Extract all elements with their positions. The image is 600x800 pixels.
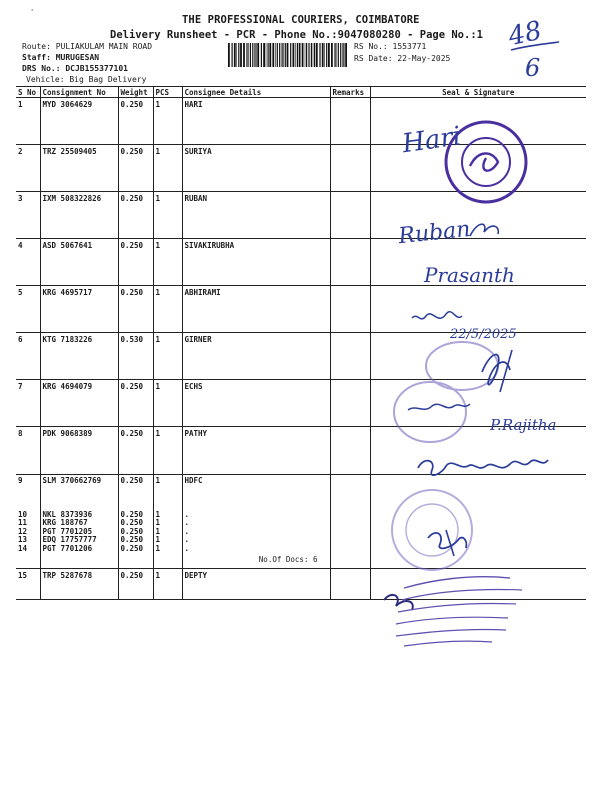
cell-consignee: SIVAKIRUBHA — [182, 239, 330, 286]
cell-remarks — [330, 192, 370, 239]
cell-remarks — [330, 380, 370, 427]
cell-consignee: PATHY — [182, 427, 330, 475]
cell-remarks — [330, 286, 370, 333]
barcode-bar — [250, 43, 251, 67]
sub-sno: 10 — [18, 509, 28, 519]
table-row — [16, 380, 586, 427]
cell-seal — [370, 475, 586, 569]
sub-pcs: 1 — [155, 526, 161, 536]
cell-sno: 1 — [16, 98, 40, 145]
sub-weight: 0.250 — [120, 535, 144, 545]
barcode-bar — [293, 43, 295, 67]
drs-line — [22, 64, 128, 73]
sub-pcs: 1 — [155, 535, 161, 545]
barcode-bar — [228, 43, 230, 67]
barcode-bar — [247, 43, 248, 67]
col-pcs: PCS — [153, 87, 182, 98]
barcode-bar — [263, 43, 265, 67]
handwritten-corner-bottom: 6 — [525, 54, 541, 82]
barcode-bar — [305, 43, 306, 67]
barcode-bar — [272, 43, 274, 67]
cell-consignment — [40, 475, 118, 569]
rs-date-label: RS Date: — [354, 54, 393, 63]
runsheet-subtitle: Delivery Runsheet - PCR - Phone No.:9047080280 - Page No.:1 — [110, 29, 483, 41]
cell-weight: 0.250 — [118, 569, 153, 600]
barcode-bar — [299, 43, 301, 67]
cell-consignee: GIRNER — [182, 333, 330, 380]
barcode-bar — [297, 43, 298, 67]
svg-text:Hari: Hari — [400, 121, 463, 160]
sub-consignee: . — [184, 526, 190, 536]
cell-consignment: MYD 3064629 — [40, 98, 118, 145]
table-row-group — [16, 475, 586, 569]
cell-weight: 0.250 — [118, 98, 153, 145]
sub-pcs: 1 — [155, 518, 161, 528]
barcode-bar — [246, 43, 247, 67]
barcode-bar — [238, 43, 239, 67]
cell-pcs: 1 — [153, 98, 182, 145]
barcode-bar — [275, 43, 276, 67]
cell-seal — [370, 98, 586, 145]
barcode-bar — [232, 43, 233, 67]
runsheet-barcode — [228, 43, 348, 67]
cell-pcs: 1 — [153, 569, 182, 600]
company-title: THE PROFESSIONAL COURIERS, COIMBATORE — [182, 14, 420, 26]
sub-weight: 0.250 — [120, 509, 144, 519]
barcode-bar — [277, 43, 278, 67]
barcode-bar — [319, 43, 320, 67]
cell-weight: 0.250 — [118, 145, 153, 192]
cell-sno — [16, 475, 40, 569]
barcode-bar — [340, 43, 341, 67]
sub-weight: 0.250 — [120, 518, 144, 528]
cell-remarks — [330, 475, 370, 569]
barcode-bar — [268, 43, 269, 67]
col-seal-signature: Seal & Signature — [370, 87, 586, 98]
cell-seal — [370, 380, 586, 427]
cell-remarks — [330, 239, 370, 286]
col-sno: S No — [16, 87, 40, 98]
cell-consignee — [182, 475, 330, 569]
barcode-bar — [343, 43, 344, 67]
barcode-bar — [240, 43, 242, 67]
cell-pcs: 1 — [153, 427, 182, 475]
barcode-bar — [302, 43, 304, 67]
barcode-bar — [282, 43, 283, 67]
sub-sno: 11 — [18, 518, 28, 528]
cell-weight — [118, 475, 153, 569]
svg-text:Prasanth: Prasanth — [424, 263, 515, 287]
group-head-sno: 9 — [18, 476, 23, 485]
barcode-bar — [261, 43, 262, 67]
rs-no-value: 1553771 — [392, 42, 427, 51]
col-remarks: Remarks — [330, 87, 370, 98]
barcode-bar — [331, 43, 333, 67]
cell-consignment: TRZ 25509405 — [40, 145, 118, 192]
cell-consignee: SURIYA — [182, 145, 330, 192]
cell-sno: 3 — [16, 192, 40, 239]
cell-weight: 0.250 — [118, 286, 153, 333]
sub-sno: 13 — [18, 535, 28, 545]
sub-consignment: KRG 188767 — [42, 518, 88, 528]
route-value: PULIAKULAM MAIN ROAD — [55, 42, 153, 51]
sub-consignee: . — [184, 543, 190, 553]
barcode-bar — [324, 43, 325, 67]
sub-consignment: EDQ 17757777 — [42, 535, 97, 545]
docs-count-note: No.Of Docs: 6 — [258, 554, 318, 564]
cell-sno: 8 — [16, 427, 40, 475]
barcode-bar — [308, 43, 309, 67]
rs-no-line — [354, 42, 426, 51]
barcode-bar — [316, 43, 318, 67]
sub-pcs: 1 — [155, 509, 161, 519]
barcode-bar — [254, 43, 255, 67]
table-row — [16, 192, 586, 239]
drs-value: DCJB155377101 — [65, 64, 128, 73]
barcode-bar — [306, 43, 307, 67]
route-label: Route: — [22, 42, 51, 51]
cell-consignee: DEPTY — [182, 569, 330, 600]
table-row — [16, 333, 586, 380]
barcode-bar — [345, 43, 347, 67]
cell-sno: 6 — [16, 333, 40, 380]
cell-seal — [370, 145, 586, 192]
handwritten-corner-top: 48 — [505, 15, 545, 53]
barcode-bar — [257, 43, 259, 67]
barcode-bar — [335, 43, 336, 67]
cell-weight: 0.250 — [118, 239, 153, 286]
barcode-bar — [338, 43, 339, 67]
staff-line — [22, 53, 99, 62]
sub-pcs: 1 — [155, 543, 161, 553]
cell-seal — [370, 427, 586, 475]
cell-consignment: ASD 5067641 — [40, 239, 118, 286]
sub-consignee: . — [184, 518, 190, 528]
barcode-bar — [287, 43, 289, 67]
cell-consignment: PDK 9068389 — [40, 427, 118, 475]
sub-weight: 0.250 — [120, 543, 144, 553]
rs-date-value: 22-May-2025 — [397, 54, 451, 63]
drs-label: DRS No.: — [22, 64, 61, 73]
cell-consignee: RUBAN — [182, 192, 330, 239]
barcode-bar — [314, 43, 315, 67]
cell-consignee: HARI — [182, 98, 330, 145]
barcode-bar — [283, 43, 284, 67]
barcode-bar — [311, 43, 312, 67]
staff-value: MURUGESAN — [55, 53, 100, 62]
group-head-consignment: SLM 370662769 — [42, 476, 102, 485]
col-consignment: Consignment No — [40, 87, 118, 98]
cell-seal — [370, 569, 586, 600]
cell-pcs: 1 — [153, 286, 182, 333]
barcode-bar — [255, 43, 256, 67]
cell-consignment: KRG 4695717 — [40, 286, 118, 333]
cell-remarks — [330, 333, 370, 380]
barcode-bar — [236, 43, 237, 67]
cell-consignment: TRP 5287678 — [40, 569, 118, 600]
cell-weight: 0.530 — [118, 333, 153, 380]
cell-remarks — [330, 427, 370, 475]
cell-pcs: 1 — [153, 145, 182, 192]
col-consignee: Consignee Details — [182, 87, 330, 98]
barcode-bar — [326, 43, 327, 67]
table-row — [16, 427, 586, 475]
barcode-bar — [269, 43, 271, 67]
rs-date-line — [354, 54, 450, 63]
cell-sno: 15 — [16, 569, 40, 600]
barcode-bar — [290, 43, 291, 67]
sub-sno: 12 — [18, 526, 28, 536]
corner-mark: ' — [30, 8, 35, 16]
cell-sno: 4 — [16, 239, 40, 286]
cell-seal — [370, 239, 586, 286]
cell-remarks — [330, 569, 370, 600]
barcode-bar — [252, 43, 253, 67]
group-head-weight: 0.250 — [120, 476, 144, 485]
handwritten-page-count — [505, 12, 565, 82]
barcode-bar — [285, 43, 286, 67]
sub-consignee: . — [184, 535, 190, 545]
table-row — [16, 569, 586, 600]
cell-weight: 0.250 — [118, 380, 153, 427]
vehicle-label: Vehicle: — [26, 75, 65, 84]
barcode-bar — [313, 43, 314, 67]
group-head-pcs: 1 — [155, 476, 161, 485]
barcode-bar — [342, 43, 343, 67]
sub-sno: 14 — [18, 543, 28, 553]
barcode-bar — [234, 43, 236, 67]
sub-consignment: PGT 7701205 — [42, 526, 93, 536]
rs-no-label: RS No.: — [354, 42, 388, 51]
cell-consignment: IXM 508322826 — [40, 192, 118, 239]
barcode-bar — [243, 43, 245, 67]
sub-consignment: PGT 7701206 — [42, 543, 93, 553]
cell-consignee: ECHS — [182, 380, 330, 427]
cell-seal — [370, 192, 586, 239]
table-row — [16, 239, 586, 286]
cell-pcs: 1 — [153, 380, 182, 427]
barcode-bar — [328, 43, 330, 67]
svg-text:P.Rajitha: P.Rajitha — [490, 416, 557, 434]
cell-sno: 7 — [16, 380, 40, 427]
cell-consignment: KRG 4694079 — [40, 380, 118, 427]
cell-pcs: 1 — [153, 192, 182, 239]
runsheet-table — [16, 86, 586, 600]
cell-pcs — [153, 475, 182, 569]
table-row — [16, 286, 586, 333]
barcode-bar — [334, 43, 335, 67]
svg-text:Ruban: Ruban — [397, 216, 472, 250]
cell-remarks — [330, 145, 370, 192]
table-header-row — [16, 87, 586, 98]
table-row — [16, 98, 586, 145]
col-weight: Weight — [118, 87, 153, 98]
barcode-bar — [322, 43, 324, 67]
vehicle-value: Big Bag Delivery — [69, 75, 147, 84]
cell-weight: 0.250 — [118, 192, 153, 239]
sub-weight: 0.250 — [120, 526, 144, 536]
staff-label: Staff: — [22, 53, 51, 62]
cell-pcs: 1 — [153, 333, 182, 380]
cell-consignment: KTG 7183226 — [40, 333, 118, 380]
cell-seal — [370, 286, 586, 333]
barcode-bar — [279, 43, 280, 67]
route-line — [22, 42, 152, 51]
cell-seal — [370, 333, 586, 380]
cell-pcs: 1 — [153, 239, 182, 286]
cell-sno: 2 — [16, 145, 40, 192]
barcode-bar — [295, 43, 296, 67]
sub-consignment: NKL 8373936 — [42, 509, 93, 519]
svg-text:22/5/2025: 22/5/2025 — [450, 327, 517, 342]
table-row — [16, 145, 586, 192]
sub-consignee: . — [184, 509, 190, 519]
vehicle-line — [26, 75, 146, 84]
cell-remarks — [330, 98, 370, 145]
cell-consignee: ABHIRAMI — [182, 286, 330, 333]
group-head-consignee: HDFC — [184, 476, 203, 485]
cell-sno: 5 — [16, 286, 40, 333]
barcode-bar — [266, 43, 267, 67]
cell-weight: 0.250 — [118, 427, 153, 475]
